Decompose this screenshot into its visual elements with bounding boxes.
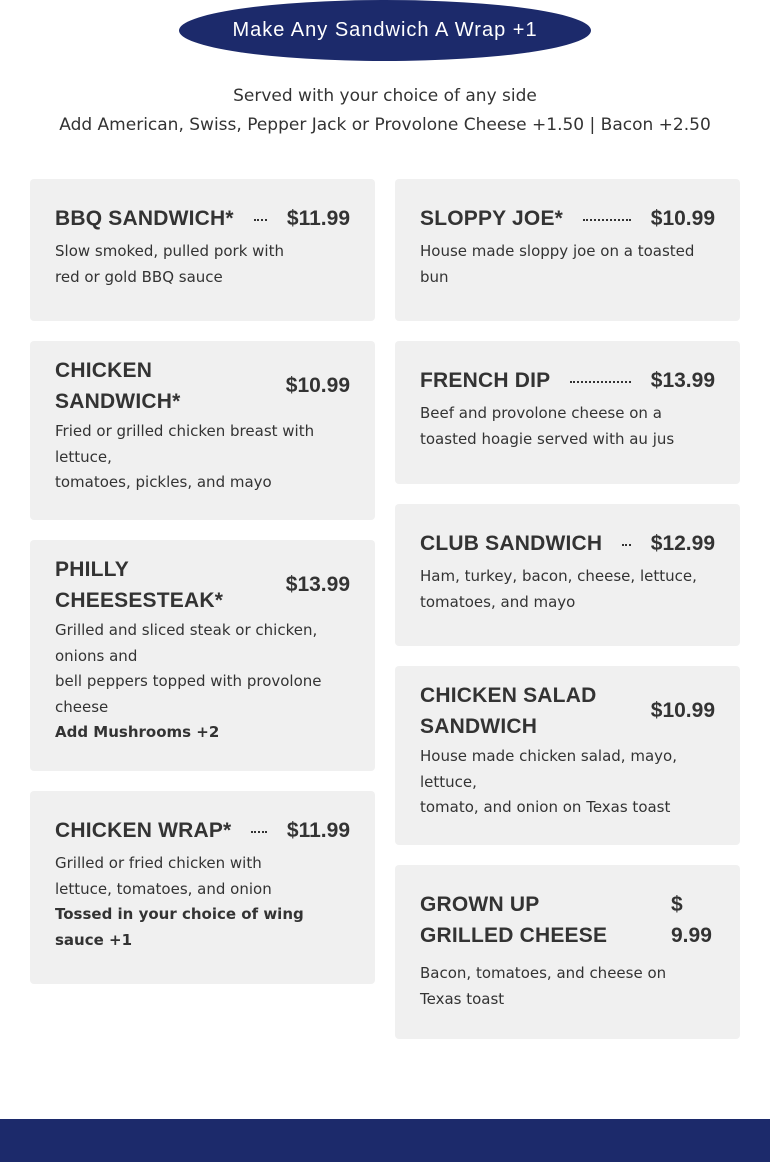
desc-line: lettuce, (55, 447, 112, 466)
desc-line: Grilled and sliced steak or chicken, (55, 621, 318, 639)
desc-line: red or gold BBQ sauce (55, 267, 223, 286)
desc-line: Bacon, tomatoes, and cheese on (420, 964, 667, 982)
item-price: $10.99 (285, 374, 350, 397)
item-name: PHILLY CHEESESTEAK* (55, 558, 224, 612)
menu-item-bbq-sandwich (30, 179, 375, 321)
item-addon: Add Mushrooms +2 (55, 723, 220, 741)
item-description (55, 618, 350, 746)
item-name: CLUB SANDWICH (420, 532, 603, 555)
desc-line: tomatoes, and mayo (420, 592, 576, 611)
side-note: Served with your choice of any side (233, 86, 537, 106)
item-price: $10.99 (650, 206, 715, 230)
item-addon: Tossed in your choice of wing (55, 905, 304, 923)
desc-line: bun (420, 267, 449, 286)
desc-line: Grilled or fried chicken with (55, 854, 262, 872)
item-description (420, 564, 715, 615)
menu-item-sloppy-joe (395, 179, 740, 321)
item-price: $11.99 (286, 206, 350, 230)
desc-line: lettuce, (420, 772, 477, 791)
menu-item-chicken-wrap (30, 791, 375, 984)
item-name: GROWN UP GRILLED CHEESE (420, 893, 608, 947)
desc-line: toasted hoagie served with au jus (420, 429, 675, 448)
item-name: CHICKEN SANDWICH* (55, 359, 181, 413)
item-name: CHICKEN WRAP* (55, 819, 232, 842)
desc-line: tomatoes, pickles, and mayo (55, 473, 272, 491)
item-description (55, 851, 350, 953)
menu-item-chicken-salad-sandwich (395, 666, 740, 845)
item-name: BBQ SANDWICH* (55, 207, 234, 230)
wrap-upgrade-banner: Make Any Sandwich A Wrap +1 (179, 0, 591, 61)
desc-line: cheese (55, 697, 109, 716)
item-description (420, 239, 715, 290)
item-price: $13.99 (650, 368, 715, 392)
dot-leader (622, 544, 631, 546)
item-name: CHICKEN SALAD SANDWICH (420, 684, 597, 738)
menu-item-grown-up-grilled-cheese (395, 865, 740, 1039)
addons-note: Add American, Swiss, Pepper Jack or Provolone Cheese +1.50 | Bacon +2.50 (59, 115, 711, 135)
desc-line: House made sloppy joe on a toasted (420, 242, 695, 260)
desc-line: Fried or grilled chicken breast with (55, 422, 315, 440)
item-price: $13.99 (285, 573, 350, 596)
item-price: $12.99 (650, 531, 715, 555)
dot-leader (583, 219, 631, 221)
menu-item-club-sandwich (395, 504, 740, 646)
desc-line: onions and (55, 646, 138, 665)
item-addon: sauce +1 (55, 930, 133, 949)
item-description (55, 239, 350, 290)
desc-line: Ham, turkey, bacon, cheese, lettuce, (420, 567, 697, 585)
desc-line: lettuce, tomatoes, and onion (55, 879, 272, 898)
item-description (420, 744, 715, 821)
menu-intro (0, 82, 770, 140)
desc-line: Texas toast (420, 989, 505, 1008)
item-name: SLOPPY JOE* (420, 207, 564, 230)
item-price: $11.99 (286, 818, 350, 842)
desc-line: Beef and provolone cheese on a (420, 404, 662, 422)
dot-leader (254, 219, 267, 221)
desc-line: Slow smoked, pulled pork with (55, 242, 284, 260)
dot-leader (251, 831, 266, 833)
desc-line: House made chicken salad, mayo, (420, 747, 677, 765)
item-price: $ 9.99 (671, 893, 712, 947)
item-description (55, 419, 350, 496)
item-price: $10.99 (650, 699, 715, 722)
item-description (420, 401, 715, 452)
menu-item-chicken-sandwich (30, 341, 375, 520)
dot-leader (570, 381, 630, 383)
item-description (420, 961, 715, 1012)
menu-item-philly-cheesesteak (30, 540, 375, 771)
desc-line: bell peppers topped with provolone (55, 672, 322, 690)
menu-item-french-dip (395, 341, 740, 484)
footer-band (0, 1119, 770, 1162)
item-name: FRENCH DIP (420, 369, 551, 392)
desc-line: tomato, and onion on Texas toast (420, 798, 671, 816)
